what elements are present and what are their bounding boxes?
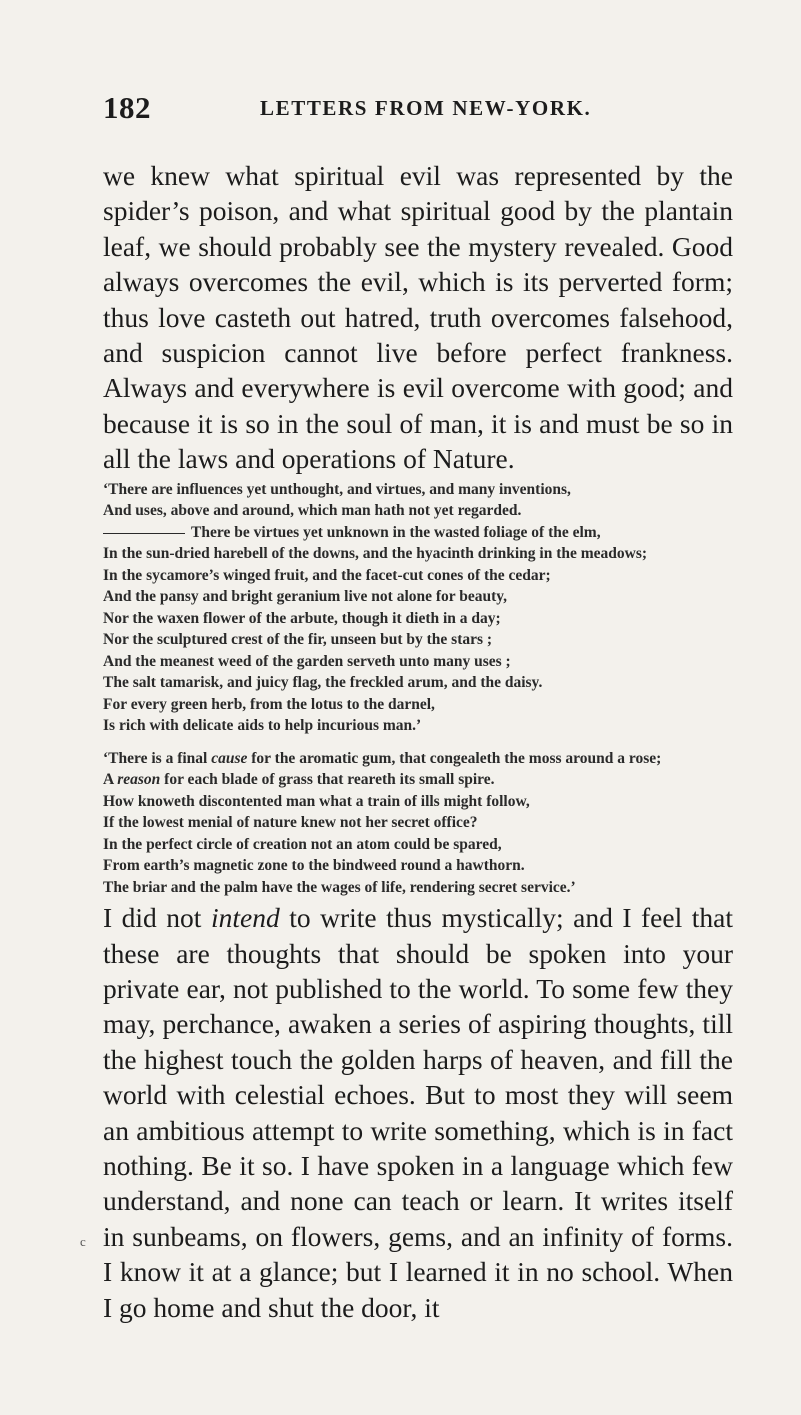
emphasis-intend: intend <box>210 902 280 934</box>
poem-line: A reason for each blade of grass that reareth its small spire. <box>103 771 495 789</box>
margin-mark: c <box>80 1234 86 1249</box>
poem-line: The salt tamarisk, and juicy flag, the freckled arum, and the daisy. <box>103 674 543 692</box>
poem-line: For every green herb, from the lotus to the darnel, <box>103 695 435 713</box>
em-dash-rule <box>103 533 185 534</box>
poem-line: Is rich with delicate aids to help incurious man.’ <box>103 717 422 735</box>
poem-line: And the pansy and bright geranium live not alone for beauty, <box>103 588 508 606</box>
poem-line: Nor the sculptured crest of the fir, unseen but by the stars ; <box>103 631 493 649</box>
poem-line: How knoweth discontented man what a train of ills might follow, <box>103 792 530 810</box>
poem-line: ‘There are influences yet unthought, and virtues, and many inventions, <box>103 480 571 498</box>
poem-line: ‘There is a final cause for the aromatic gum, that congealeth the moss around a rose; <box>103 749 662 767</box>
paragraph-1: we knew what spiritual evil was represented by the spider’s poison, and what spiritual good by the plantain leaf, we should probably see the mystery revealed. Good always overcomes the evil, which is its perverted form; thus love casteth out hatred, truth overcomes falsehood, and suspicion cannot live before perfect frankness. Always and everywhere is evil overcome with good; and because it is so in the soul of man, it is and must be so in all the laws and operations of Nature. <box>103 160 733 475</box>
poem-line: The briar and the palm have the wages of life, rendering secret service.’ <box>103 878 576 896</box>
poem-quote-2 <box>103 748 733 899</box>
poem-line: From earth’s magnetic zone to the bindweed round a hawthorn. <box>103 857 525 875</box>
poem-line: In the sun-dried harebell of the downs, and the hyacinth drinking in the meadows; <box>103 545 648 563</box>
paragraph-2: I did not intend to write thus mystically; and I feel that these are thoughts that should be spoken into your private ear, not published to the world. To some few they may, perchance, awaken a series of aspiring thoughts, till the highest touch the golden harps of heaven, and fill the world with celestial echoes. But to most they will seem an ambitious attempt to write something, which is in fact nothing. Be it so. I have spoken in a language which few understand, and none can teach or learn. It writes itself in sunbeams, on flowers, gems, and an infinity of forms. I know it at a glance; but I learned it in no school. When I go home and shut the door, it <box>103 902 733 1323</box>
poem-line: And uses, above and around, which man hath not yet regarded. <box>103 502 522 520</box>
page-header <box>0 90 801 126</box>
page-body <box>103 158 733 1325</box>
poem-quote-1 <box>103 479 733 737</box>
poem-line: And the meanest weed of the garden serveth unto many uses ; <box>103 652 511 670</box>
running-head: LETTERS FROM NEW-YORK. <box>260 96 592 120</box>
poem-line: In the perfect circle of creation not an atom could be spared, <box>103 835 502 853</box>
poem-line: In the sycamore’s winged fruit, and the facet-cut cones of the cedar; <box>103 566 551 584</box>
poem-line: If the lowest menial of nature knew not her secret office? <box>103 814 478 832</box>
poem-line: Nor the waxen flower of the arbute, though it dieth in a day; <box>103 609 501 627</box>
poem-line: There be virtues yet unknown in the wasted foliage of the elm, <box>103 522 733 544</box>
page-number: 182 <box>103 90 151 125</box>
